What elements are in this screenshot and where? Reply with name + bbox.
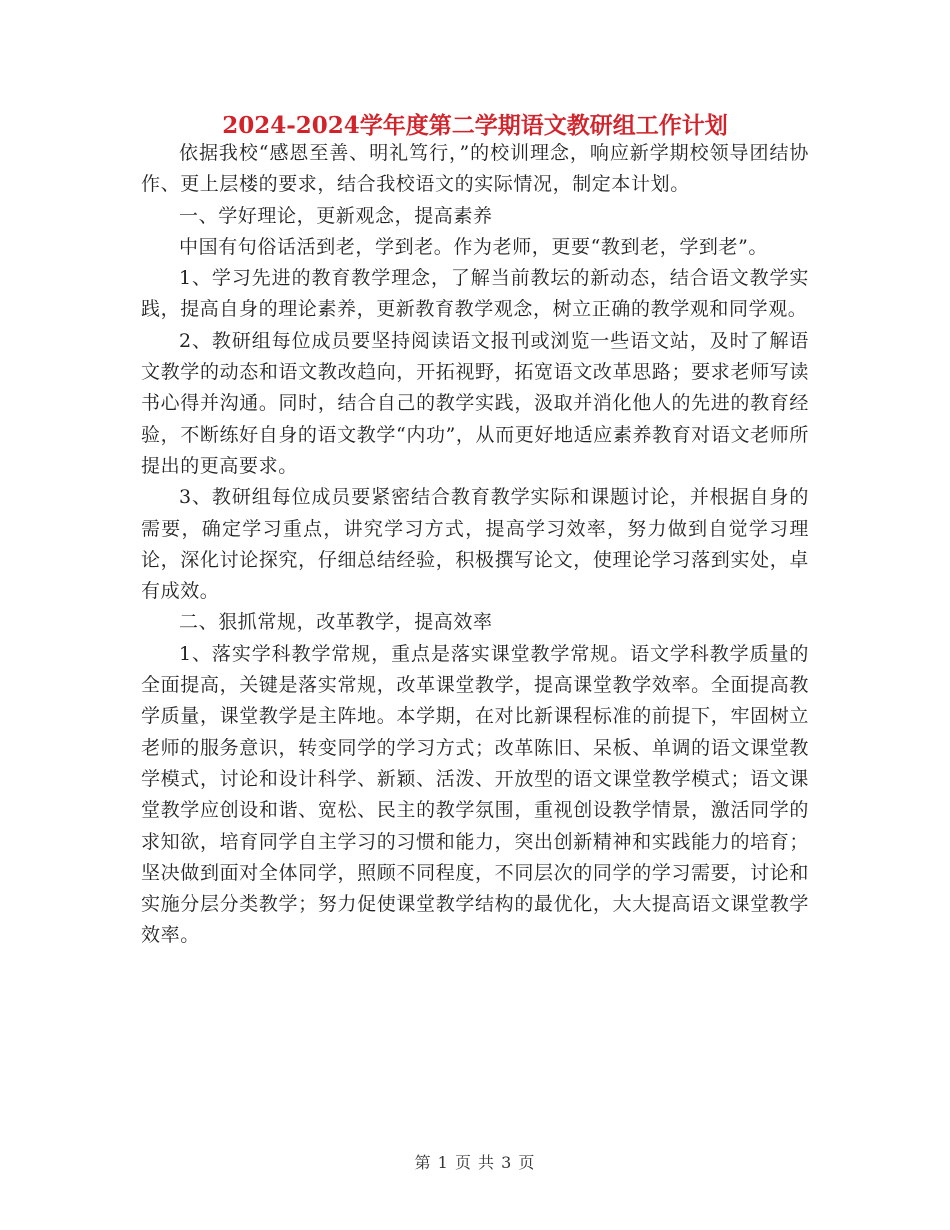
paragraph-item-1-3: 3、教研组每位成员要紧密结合教育教学实际和课题讨论，并根据自身的需要，确定学习重点，讲究学习方式，提高学习效率，努力做到自觉学习理论，深化讨论探究，仔细总结经验，积极撰写论文，使理论学习落到实处，卓有成效。 [141,486,809,603]
page-footer: 第 1 页 共 3 页 [414,1153,536,1172]
paragraph-item-1-1: 1、学习先进的教育教学理念，了解当前教坛的新动态，结合语文教学实践，提高自身的理论素养，更新教育教学观念，树立正确的教学观和同学观。 [141,267,809,321]
document-body [141,138,809,952]
section-heading-1: 一、学好理论，更新观念，提高素养 [179,204,493,227]
section-heading-2: 二、狠抓常规，改革教学，提高效率 [179,611,493,634]
paragraph-proverb: 中国有句俗话活到老，学到老。作为老师，更要“教到老，学到老”。 [179,235,769,258]
paragraph-item-1-2: 2、教研组每位成员要坚持阅读语文报刊或浏览一些语文站，及时了解语文教学的动态和语文教改趋向，开拓视野，拓宽语文改革思路；要求老师写读书心得并沟通。同时，结合自己的教学实践，汲取并消化他人的先进的教育经验，不断练好自身的语文教学“内功”，从而更好地适应素养教育对语文老师所提出的更高要求。 [141,329,809,477]
paragraph-item-2-1: 1、落实学科教学常规，重点是落实课堂教学常规。语文学科教学质量的全面提高，关键是落实常规，改革课堂教学，提高课堂教学效率。全面提高教学质量，课堂教学是主阵地。本学期，在对比新课程标准的前提下，牢固树立老师的服务意识，转变同学的学习方式；改革陈旧、呆板、单调的语文课堂教学模式，讨论和设计科学、新颖、活泼、开放型的语文课堂教学模式；语文课堂教学应创设和谐、宽松、民主的教学氛围，重视创设教学情景，激活同学的求知欲，培育同学自主学习的习惯和能力，突出创新精神和实践能力的培育；坚决做到面对全体同学，照顾不同程度，不同层次的同学的学习需要，讨论和实施分层分类教学；努力促使课堂教学结构的最优化，大大提高语文课堂教学效率。 [141,642,809,947]
document-title: 2024-2024学年度第二学期语文教研组工作计划 [222,112,728,139]
intro-paragraph: 依据我校“感恩至善、明礼笃行，”的校训理念，响应新学期校领导团结协作、更上层楼的要求，结合我校语文的实际情况，制定本计划。 [141,142,809,196]
